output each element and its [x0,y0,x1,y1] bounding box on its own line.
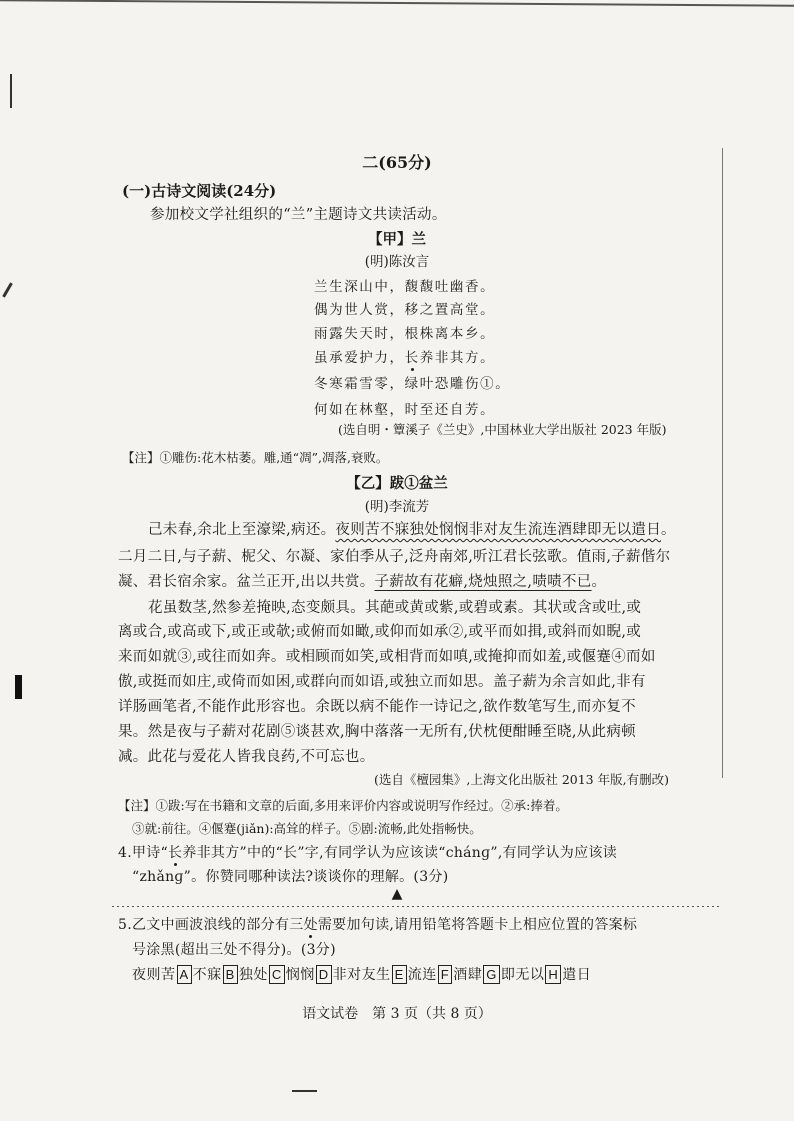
q5-dotted-char: 处 [303,917,318,933]
prose-note-2: ③就:前往。④偃蹇(jiǎn):高耸的样子。⑤剧:流畅,此处指畅快。 [132,821,482,836]
choice-box-a[interactable]: A [177,965,192,984]
prose-line-9: 果。然是夜与子薪对花剧⑤谈甚欢,胸中落落一无所有,伏枕便酣睡至晓,从此病顿 [118,724,636,740]
prose-line-3-start: 凝、君长宿余家。盆兰正开,出以共赏。 [118,574,375,590]
segment: 夜则苦 [132,967,176,983]
poem-line-1: 兰生深山中，馥馥吐幽香。 [314,279,496,295]
choice-box-h[interactable]: H [545,965,561,984]
intro-text: 参加校文学社组织的“兰”主题诗文共读活动。 [150,207,447,223]
choice-box-c[interactable]: C [269,965,285,984]
q5-text-a: 5.乙文中画波浪线的部分有三 [118,917,304,933]
choice-box-b[interactable]: B [223,965,238,984]
left-margin-mark [2,282,13,297]
question-5-line-2: 号涂黑(超出三处不得分)。(3分) [132,942,336,958]
bottom-dash [292,1090,317,1092]
top-border-line [0,0,794,7]
segment: 独处 [238,967,268,983]
punctuation-choice-line [132,964,591,984]
prose-line-5: 离或合,或高或下,或正或欹;或俯而如瞰,或仰而如承②,或平而如揖,或斜而如睨,或 [118,624,642,640]
segment: 悯悯 [285,967,315,983]
prose-line-10: 减。此花与爱花人皆我良药,不可忘也。 [118,749,375,765]
prose-line-3-end: 。 [591,574,607,590]
prose-line-4: 花虽数茎,然参差掩映,态变颇具。其葩或黄或紫,或碧或素。其状或含或吐,或 [148,600,642,616]
q4-text-b: 养非其方”中的“长”字,有同学认为应该读“chánɡ”,有同学认为应该读 [182,845,617,861]
poem-line-3: 雨露失天时，根株离本乡。 [314,326,496,342]
question-4-line-1 [118,842,617,862]
page-footer: 语文试卷 第 3 页（共 8 页） [302,1006,492,1022]
poem-line-4: 虽承爱护力，长养非其方。 [314,350,496,366]
question-5-line-1 [118,914,637,934]
poem-line-5: 冬寒霜雪零，绿叶恐雕伤①。 [314,376,511,392]
choice-box-f[interactable]: F [438,965,452,984]
segment: 遣日 [562,967,592,983]
prose-line-3 [118,570,606,591]
question-divider [112,906,722,907]
q4-text-a: 4.甲诗“ [118,845,169,861]
section-title: 二(65分) [362,153,432,172]
prose-note-1: 【注】①跋:写在书籍和文章的后面,多用来评价内容或说明写作经过。②承:捧着。 [118,798,568,813]
question-4-line-2: “zhǎnɡ”。你赞同哪种读法?谈谈你的理解。(3分) [132,869,449,885]
segment: 非对友生 [332,967,391,983]
segment: 流连 [407,967,437,983]
choice-box-e[interactable]: E [392,965,407,984]
poem-line-2: 偶为世人赏，移之置高堂。 [314,302,496,318]
prose-line-1-end: 。 [661,522,676,538]
answer-triangle-mark: ▲ [391,886,403,902]
q4-dotted-char: 长 [168,845,183,861]
prose-source: (选自《檀园集》,上海文化出版社 2013 年版,有删改) [374,772,669,787]
q5-text-b: 需要加句读,请用铅笔将答题卡上相应位置的答案标 [317,917,638,933]
wavy-underlined-sentence: 夜则苦不寐独处悯悯非对友生流连酒肆即无以遣日 [335,522,662,538]
prose-line-6: 来而如就③,或往而如奔。或相顾而如笑,或相背而如嗔,或掩抑而如羞,或偃蹇④而如 [118,649,656,665]
prose-line-7: 傲,或挺而如庄,或倚而如困,或群向而如语,或独立而如思。盖子薪为余言如此,非有 [118,674,646,690]
segment: 不寐 [192,967,222,983]
poem-line-6: 何如在林壑，时至还自芳。 [314,402,496,418]
prose-line-8: 详肠画笔者,不能作此形容也。余既以病不能作一诗记之,欲作数笔写生,而亦复不 [118,699,636,715]
subsection-title: (一)古诗文阅读(24分) [122,182,277,200]
choice-box-d[interactable]: D [316,965,332,984]
choice-box-g[interactable]: G [483,965,500,984]
left-margin-bracket [10,74,12,108]
prose-author: (明)李流芳 [364,499,430,515]
prose-line-1-start: 己未春,余北上至濠梁,病还。 [148,522,336,538]
prose-line-2: 二月二日,与子薪、柅父、尔凝、家伯季从子,泛舟南郊,听江君长弦歌。值雨,子薪偕尔 [118,549,671,565]
poem-title: 【甲】兰 [368,231,426,248]
poem-source: (选自明・簟溪子《兰史》,中国林业大学出版社 2023 年版) [338,422,667,437]
underlined-sentence: 子薪故有花癖,烧烛照之,啧啧不已 [374,574,592,590]
poem-author: (明)陈汝言 [364,254,430,270]
prose-line-1 [148,518,676,539]
segment: 酒肆 [453,967,483,983]
poem-note: 【注】①雕伤:花木枯萎。雕,通“凋”,凋落,衰败。 [122,450,389,465]
prose-title: 【乙】跋①盆兰 [346,475,448,492]
segment: 即无以 [500,967,545,983]
left-margin-bar [15,675,22,699]
